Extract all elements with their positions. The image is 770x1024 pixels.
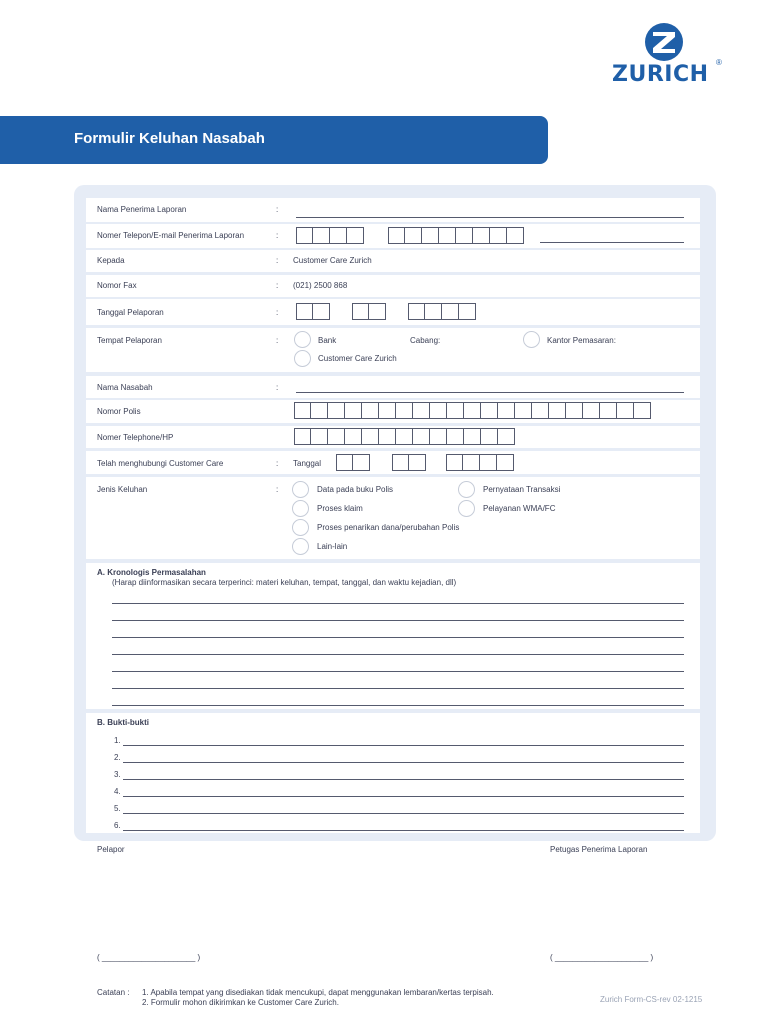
row-jenis-keluhan (86, 477, 700, 559)
label-nama-nasabah: Nama Nasabah (97, 383, 153, 392)
row-tanggal (86, 299, 700, 325)
kronologis-line[interactable] (112, 620, 684, 621)
bukti-number: 2. (114, 753, 121, 762)
nama-nasabah-line[interactable] (296, 392, 684, 393)
catatan-note-2: 2. Formulir mohon dikirimkan ke Customer Care Zurich. (142, 998, 339, 1007)
colon: : (276, 383, 279, 392)
hubungi-month-boxes[interactable] (392, 454, 426, 471)
label-tempat: Tempat Pelaporan (97, 336, 162, 345)
bukti-line[interactable] (123, 796, 684, 797)
row-telah-menghubungi (86, 451, 700, 474)
option-jenis-4: Pelayanan WMA/FC (483, 504, 556, 513)
bukti-line[interactable] (123, 762, 684, 763)
bukti-line[interactable] (123, 779, 684, 780)
email-line[interactable] (540, 242, 684, 243)
petugas-label: Petugas Penerima Laporan (550, 845, 648, 854)
tanggal-year-boxes[interactable] (408, 303, 476, 320)
bukti-number: 6. (114, 821, 121, 830)
option-jenis-5: Proses penarikan dana/perubahan Polis (317, 523, 460, 532)
row-nama-nasabah (86, 376, 700, 398)
colon: : (276, 308, 279, 317)
telepon-number-boxes[interactable] (388, 227, 524, 244)
option-bank: Bank (318, 336, 337, 345)
catatan-label: Catatan : (97, 988, 130, 997)
radio-jenis-6[interactable] (292, 538, 309, 555)
section-a-title: A. Kronologis Permasalahan (97, 568, 206, 577)
page-title: Formulir Keluhan Nasabah (74, 130, 265, 147)
option-cabang: Cabang: (410, 336, 441, 345)
pelapor-signature-line[interactable]: ( _____________________ ) (97, 953, 201, 962)
label-telah-menghubungi: Telah menghubungi Customer Care (97, 459, 224, 468)
radio-kantor[interactable] (523, 331, 540, 348)
title-banner (0, 116, 548, 164)
label-jenis-keluhan: Jenis Keluhan (97, 485, 148, 494)
brand-name: ZURICH (612, 62, 709, 87)
label-kepada: Kepada (97, 256, 125, 265)
telephone-hp-boxes[interactable] (294, 428, 515, 445)
kronologis-line[interactable] (112, 671, 684, 672)
colon: : (276, 256, 279, 265)
kronologis-line[interactable] (112, 603, 684, 604)
colon: : (276, 281, 279, 290)
bukti-number: 3. (114, 770, 121, 779)
registered-mark: ® (716, 58, 722, 67)
petugas-signature-line[interactable]: ( _____________________ ) (550, 953, 654, 962)
fax-value: (021) 2500 868 (293, 281, 348, 290)
colon: : (276, 205, 279, 214)
section-a-subtitle: (Harap diinformasikan secara terperinci: materi keluhan, tempat, tanggal, dan waktu kejadian, dll) (112, 578, 457, 587)
bukti-number: 1. (114, 736, 121, 745)
zurich-z-icon (642, 22, 686, 62)
radio-customer-care[interactable] (294, 350, 311, 367)
kronologis-line[interactable] (112, 705, 684, 706)
radio-jenis-2[interactable] (458, 481, 475, 498)
row-telephone-hp (86, 426, 700, 448)
row-fax (86, 275, 700, 297)
hubungi-day-boxes[interactable] (336, 454, 370, 471)
option-jenis-3: Proses klaim (317, 504, 363, 513)
row-tempat (86, 328, 700, 372)
section-bukti (86, 713, 700, 833)
label-telephone-hp: Nomer Telephone/HP (97, 433, 174, 442)
label-nomor-polis: Nomor Polis (97, 407, 141, 416)
option-customer-care: Customer Care Zurich (318, 354, 397, 363)
label-tanggal: Tanggal Pelaporan (97, 308, 164, 317)
bukti-line[interactable] (123, 830, 684, 831)
row-nama-penerima (86, 198, 700, 222)
catatan-note-1: 1. Apabila tempat yang disediakan tidak mencukupi, dapat menggunakan lembaran/kertas terpisah. (142, 988, 494, 997)
kepada-value: Customer Care Zurich (293, 256, 372, 265)
pelapor-label: Pelapor (97, 845, 125, 854)
kronologis-line[interactable] (112, 654, 684, 655)
bukti-number: 5. (114, 804, 121, 813)
colon: : (276, 459, 279, 468)
nama-penerima-line[interactable] (296, 217, 684, 218)
hubungi-year-boxes[interactable] (446, 454, 514, 471)
bukti-line[interactable] (123, 745, 684, 746)
radio-jenis-5[interactable] (292, 519, 309, 536)
kronologis-line[interactable] (112, 688, 684, 689)
option-jenis-6: Lain-lain (317, 542, 348, 551)
radio-jenis-3[interactable] (292, 500, 309, 517)
section-b-title: B. Bukti-bukti (97, 718, 149, 727)
radio-jenis-4[interactable] (458, 500, 475, 517)
section-kronologis (86, 563, 700, 709)
label-fax: Nomor Fax (97, 281, 137, 290)
zurich-logo (612, 22, 722, 92)
bukti-number: 4. (114, 787, 121, 796)
tanggal-day-boxes[interactable] (296, 303, 330, 320)
kronologis-line[interactable] (112, 637, 684, 638)
row-nomor-polis (86, 400, 700, 423)
bukti-line[interactable] (123, 813, 684, 814)
radio-bank[interactable] (294, 331, 311, 348)
option-kantor: Kantor Pemasaran: (547, 336, 616, 345)
colon: : (276, 336, 279, 345)
form-reference: Zurich Form-CS-rev 02-1215 (600, 995, 703, 1004)
label-telepon-email: Nomer Telepon/E-mail Penerima Laporan (97, 231, 245, 240)
tanggal-month-boxes[interactable] (352, 303, 386, 320)
nomor-polis-boxes[interactable] (294, 402, 651, 419)
label-nama-penerima: Nama Penerima Laporan (97, 205, 187, 214)
colon: : (276, 485, 279, 494)
colon: : (276, 231, 279, 240)
radio-jenis-1[interactable] (292, 481, 309, 498)
row-kepada (86, 250, 700, 272)
option-jenis-2: Pernyataan Transaksi (483, 485, 561, 494)
option-jenis-1: Data pada buku Polis (317, 485, 394, 494)
telepon-area-boxes[interactable] (296, 227, 364, 244)
label-tanggal-hubungi: Tanggal (293, 459, 322, 468)
row-telepon-email (86, 224, 700, 248)
